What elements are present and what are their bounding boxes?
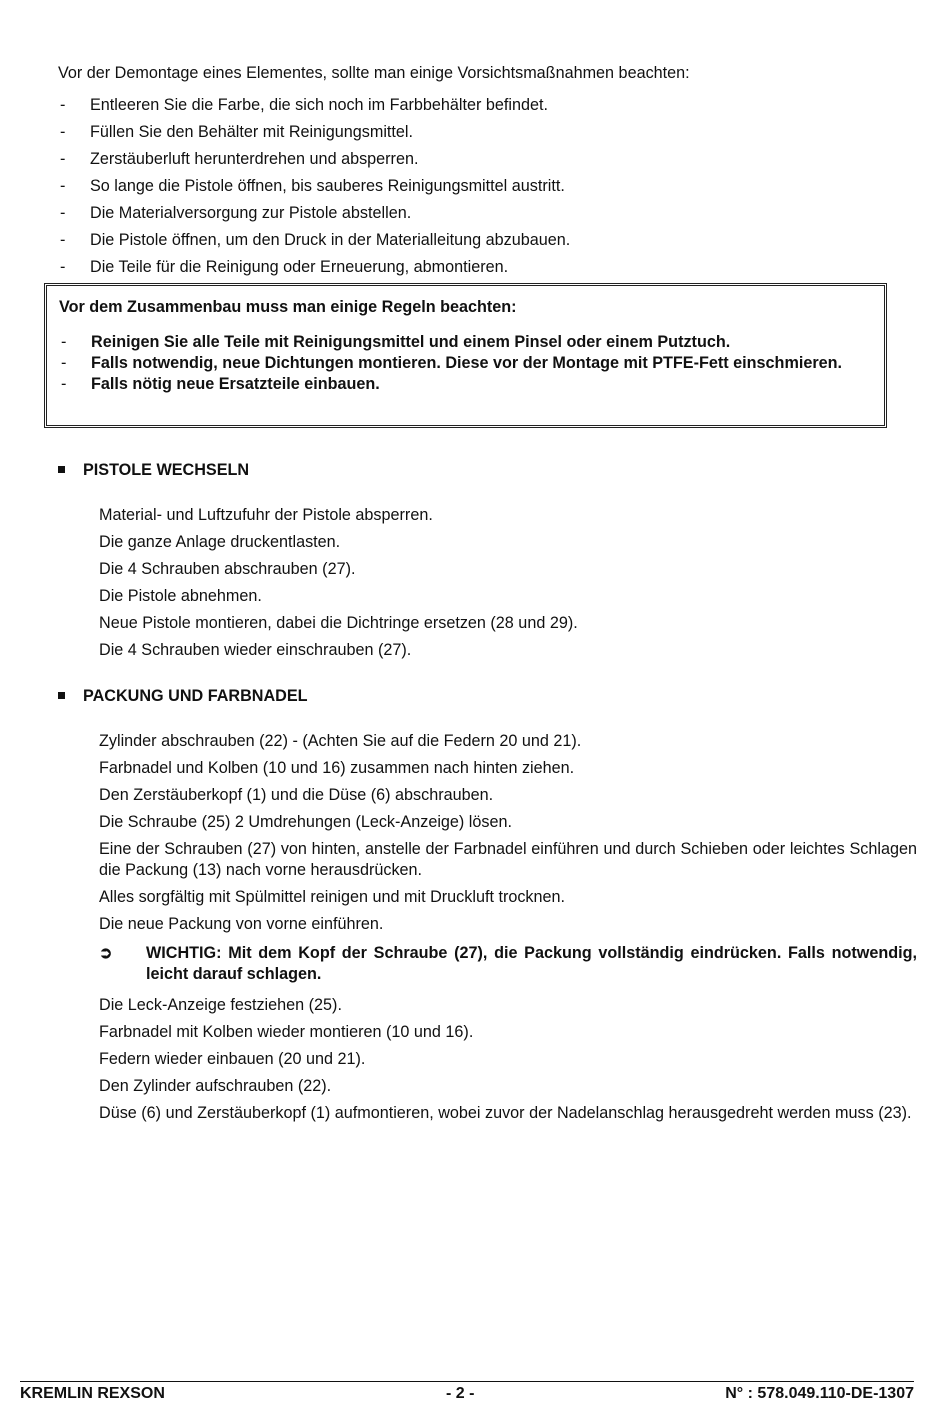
list-item: - Reinigen Sie alle Teile mit Reinigungsmittel und einem Pinsel oder einem Putztuch. — [61, 333, 731, 351]
footer-page-number: - 2 - — [446, 1385, 475, 1402]
list-item: - Füllen Sie den Behälter mit Reinigungsmittel. — [60, 123, 414, 141]
step-text: Den Zylinder aufschrauben (22). — [99, 1077, 332, 1095]
step-text: Den Zerstäuberkopf (1) und die Düse (6) abschrauben. — [99, 786, 494, 804]
step-text: Federn wieder einbauen (20 und 21). — [99, 1050, 366, 1068]
footer-company: KREMLIN REXSON — [20, 1385, 165, 1402]
important-note: ➲ WICHTIG: Mit dem Kopf der Schraube (27), die Packung vollständig eindrücken. Falls notwendig, leicht darauf schlagen. — [99, 944, 917, 983]
step-text: Neue Pistole montieren, dabei die Dichtringe ersetzen (28 und 29). — [99, 614, 578, 632]
step-text: Die neue Packung von vorne einführen. — [99, 915, 384, 933]
list-item: - Zerstäuberluft herunterdrehen und absperren. — [60, 150, 419, 168]
pistole-steps — [99, 505, 917, 667]
step-text: Eine der Schrauben (27) von hinten, anstelle der Farbnadel einführen und durch Schieben oder leichtes Schlagen die Packung (13) nach vorne herausdrücken. — [99, 840, 917, 879]
arrow-right-icon: ➲ — [99, 944, 113, 962]
precautions-list — [58, 95, 918, 284]
footer-divider — [20, 1381, 914, 1382]
step-text: Die 4 Schrauben abschrauben (27). — [99, 560, 356, 578]
list-item: - So lange die Pistole öffnen, bis sauberes Reinigungsmittel austritt. — [60, 177, 565, 195]
step-text: Die Schraube (25) 2 Umdrehungen (Leck-Anzeige) lösen. — [99, 813, 513, 831]
step-text: Düse (6) und Zerstäuberkopf (1) aufmontieren, wobei zuvor der Nadelanschlag herausgedreht werden muss (23). — [99, 1104, 912, 1122]
square-bullet-icon — [58, 466, 65, 473]
step-text: Die Leck-Anzeige festziehen (25). — [99, 996, 342, 1014]
square-bullet-icon — [58, 692, 65, 699]
footer-doc-number: N° : 578.049.110-DE-1307 — [725, 1385, 914, 1402]
step-text: Farbnadel mit Kolben wieder montieren (10 und 16). — [99, 1023, 474, 1041]
step-text: Material- und Luftzufuhr der Pistole absperren. — [99, 506, 433, 524]
list-item: - Die Pistole öffnen, um den Druck in der Materialleitung abzubauen. — [60, 231, 571, 249]
rules-list — [59, 332, 887, 395]
list-item: - Falls nötig neue Ersatzteile einbauen. — [61, 375, 380, 393]
list-item: - Entleeren Sie die Farbe, die sich noch im Farbbehälter befindet. — [60, 96, 549, 114]
step-text: Alles sorgfältig mit Spülmittel reinigen und mit Druckluft trocknen. — [99, 888, 566, 906]
list-item: - Falls notwendig, neue Dichtungen montieren. Diese vor der Montage mit PTFE-Fett einschmieren. — [61, 354, 843, 372]
step-text: Zylinder abschrauben (22) - (Achten Sie auf die Federn 20 und 21). — [99, 732, 582, 750]
list-item: - Die Materialversorgung zur Pistole abstellen. — [60, 204, 412, 222]
step-text: Die Pistole abnehmen. — [99, 587, 262, 605]
section-heading-packung: PACKUNG UND FARBNADEL — [58, 687, 308, 706]
intro-text: Vor der Demontage eines Elementes, sollte man einige Vorsichtsmaßnahmen beachten: — [58, 64, 690, 82]
step-text: Die ganze Anlage druckentlasten. — [99, 533, 341, 551]
packung-steps — [99, 731, 917, 1130]
step-text: Farbnadel und Kolben (10 und 16) zusammen nach hinten ziehen. — [99, 759, 575, 777]
step-text: Die 4 Schrauben wieder einschrauben (27). — [99, 641, 412, 659]
assembly-rules-box — [44, 283, 887, 428]
list-item: - Die Teile für die Reinigung oder Erneuerung, abmontieren. — [60, 258, 509, 276]
rules-box-title: Vor dem Zusammenbau muss man einige Regeln beachten: — [59, 298, 517, 316]
section-heading-pistole: PISTOLE WECHSELN — [58, 461, 249, 480]
